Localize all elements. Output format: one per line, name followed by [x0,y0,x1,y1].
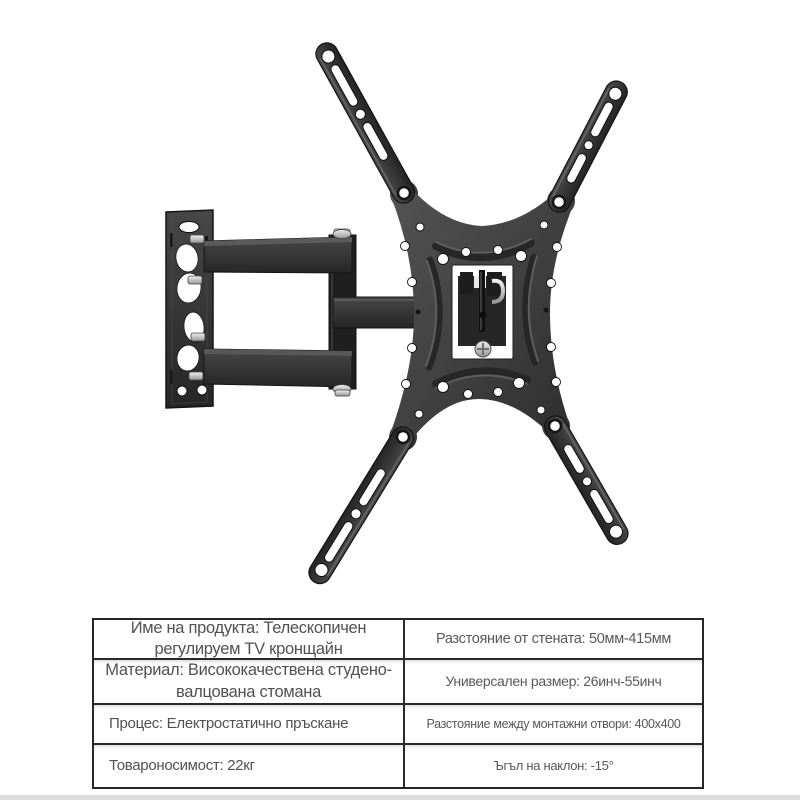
spec-cell-wall-distance: Разстояние от стената: 50мм-415мм [403,620,702,658]
spec-cell-hole-pattern: Разстояние между монтажни отвори: 400x400 [403,703,702,743]
spec-cell-load-capacity: Товароносимост: 22кг [94,743,403,787]
spec-cell-universal-size: Универсален размер: 26инч-55инч [403,658,702,703]
bottom-edge-strip [0,795,800,800]
spec-cell-process: Процес: Електростатично пръскане [94,703,403,743]
spec-cell-product-name: Име на продукта: Телескопичен регулируем TV кронщайн [94,620,403,658]
spec-cell-material: Материал: Висококачествена студено-валцована стомана [94,658,403,703]
spec-cell-tilt-angle: Ъгъл на наклон: -15° [403,743,702,787]
spec-table [92,618,704,789]
articulating-arm [188,229,419,396]
vesa-plate [389,180,575,451]
tilt-bracket [452,265,513,359]
